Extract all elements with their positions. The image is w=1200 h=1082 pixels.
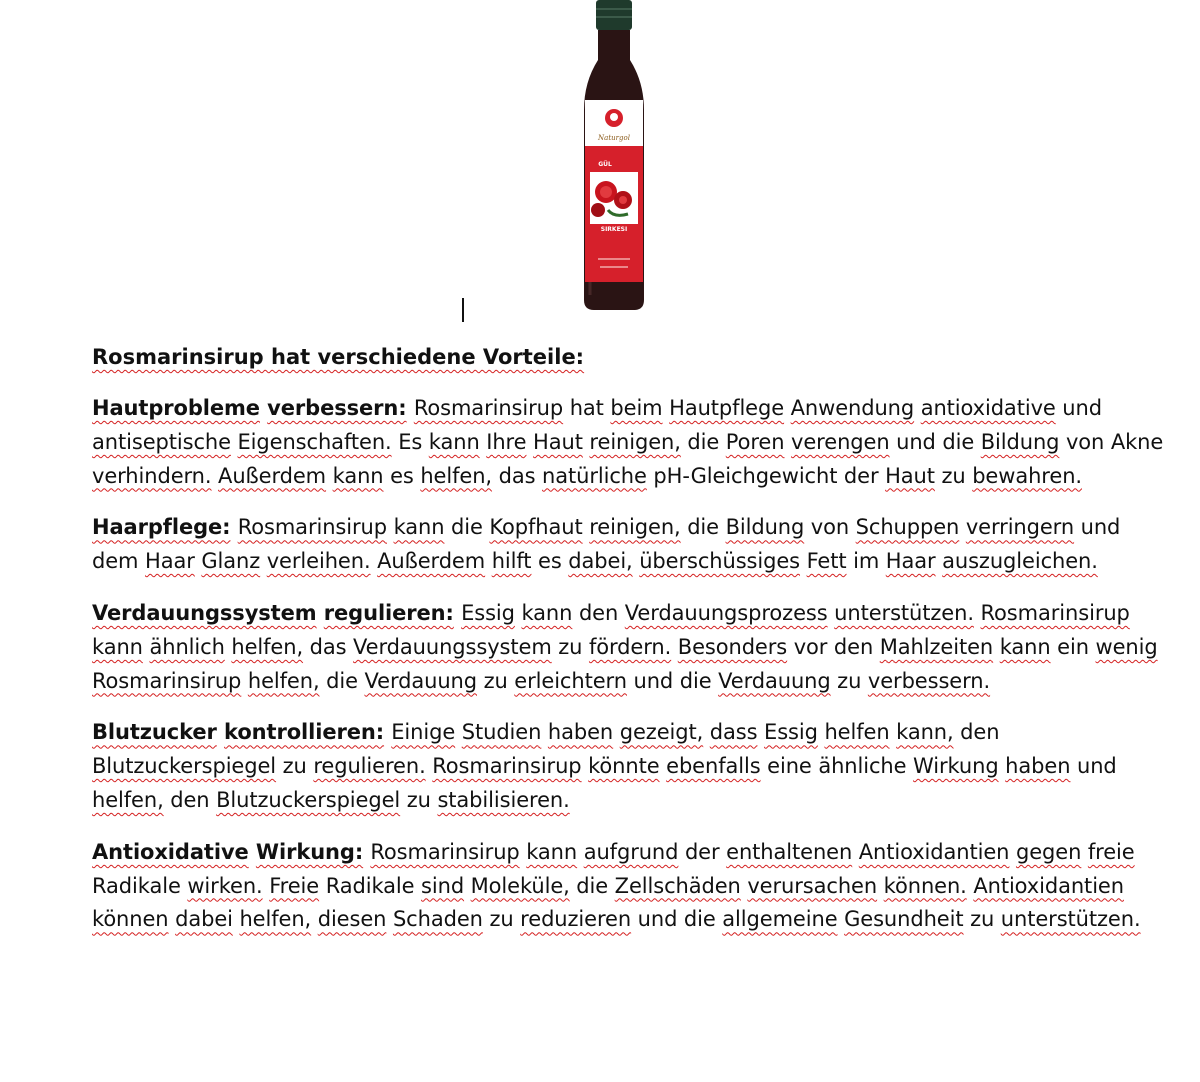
section-text: Rosmarinsirup hat beim Hautpflege Anwendung antioxidative und antiseptische Eigenschaften. Es kann Ihre Haut reinigen, die Poren verengen und die Bildung von Akne verhindern. Außerdem kann es helfen, das natürliche pH-Gleichgewicht der Haut zu bewahren. <box>92 396 1164 488</box>
product-bottle-image <box>578 0 652 312</box>
section-skin <box>92 392 1172 493</box>
section-blood-sugar <box>92 716 1172 817</box>
section-label: Blutzucker kontrollieren: <box>92 720 385 745</box>
section-hair <box>92 511 1172 579</box>
section-text: Einige Studien haben gezeigt, dass Essig helfen kann, den Blutzuckerspiegel zu regulieren. Rosmarinsirup könnte ebenfalls eine ähnliche Wirkung haben und helfen, den Blutzuckerspiegel zu stabilisieren. <box>92 720 1117 812</box>
text-cursor <box>462 298 464 322</box>
section-label: Hautprobleme verbessern: <box>92 396 407 420</box>
section-digestion <box>92 597 1172 698</box>
section-label: Antioxidative Wirkung: <box>92 839 364 864</box>
section-antioxidant <box>92 836 1172 937</box>
label-bottom-text: SIRKESI <box>600 226 628 233</box>
section-label: Haarpflege: <box>92 515 231 540</box>
section-text: Rosmarinsirup kann die Kopfhaut reinigen, die Bildung von Schuppen verringern und dem Haar Glanz verleihen. Außerdem hilft es dabei, überschüssiges Fett im Haar auszugleichen. <box>92 515 1121 574</box>
section-text: Essig kann den Verdauungsprozess unterstützen. Rosmarinsirup kann ähnlich helfen, das Verdauungssystem zu fördern. Besonders vor den Mahlzeiten kann ein wenig Rosmarinsirup helfen, die Verdauung zu erleichtern und die Verdauung zu verbessern. <box>92 600 1158 693</box>
bottle-illustration <box>578 0 652 312</box>
bottle-cap <box>596 0 632 30</box>
section-text: Rosmarinsirup kann aufgrund der enthaltenen Antioxidantien gegen freie Radikale wirken. Freie Radikale sind Moleküle, die Zellschäden verursachen können. Antioxidantien können dabei helfen, diesen Schaden zu reduzieren und die allgemeine Gesundheit zu unterstützen. <box>92 839 1141 932</box>
brand-name: Naturgol <box>598 134 630 142</box>
section-label: Verdauungssystem regulieren: <box>92 600 454 625</box>
document-heading: Rosmarinsirup hat verschiedene Vorteile: <box>92 345 585 369</box>
document-body[interactable] <box>92 340 1172 955</box>
label-top-text: GÜL <box>598 161 612 168</box>
